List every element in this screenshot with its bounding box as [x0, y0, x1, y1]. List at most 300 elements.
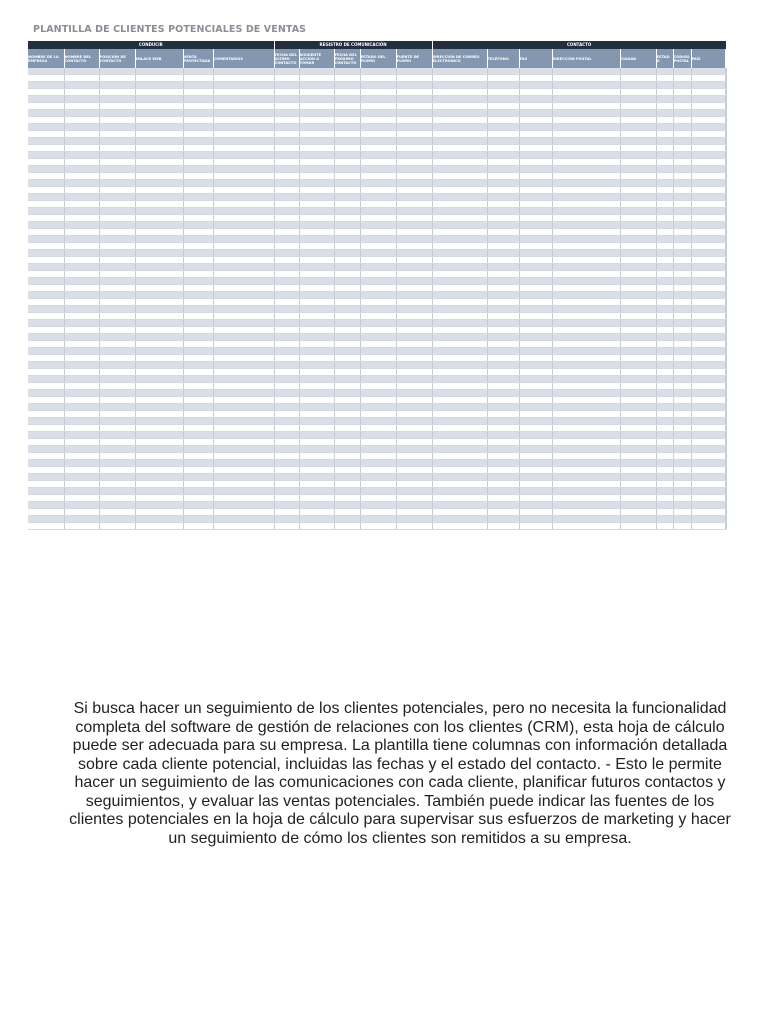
table-cell[interactable]: [28, 229, 64, 236]
table-cell[interactable]: [487, 173, 519, 180]
table-cell[interactable]: [656, 75, 673, 82]
table-cell[interactable]: [334, 75, 360, 82]
table-cell[interactable]: [673, 285, 691, 292]
table-cell[interactable]: [487, 467, 519, 474]
table-cell[interactable]: [360, 292, 396, 299]
table-cell[interactable]: [691, 215, 725, 222]
table-cell[interactable]: [487, 383, 519, 390]
table-cell[interactable]: [552, 285, 620, 292]
table-cell[interactable]: [135, 418, 183, 425]
table-cell[interactable]: [213, 446, 274, 453]
table-cell[interactable]: [360, 243, 396, 250]
table-cell[interactable]: [673, 446, 691, 453]
table-cell[interactable]: [487, 481, 519, 488]
table-cell[interactable]: [99, 187, 135, 194]
table-cell[interactable]: [360, 173, 396, 180]
table-cell[interactable]: [673, 124, 691, 131]
table-cell[interactable]: [274, 523, 299, 530]
table-cell[interactable]: [183, 495, 213, 502]
table-cell[interactable]: [396, 488, 432, 495]
table-cell[interactable]: [396, 117, 432, 124]
table-cell[interactable]: [396, 243, 432, 250]
table-cell[interactable]: [487, 285, 519, 292]
table-cell[interactable]: [432, 173, 487, 180]
table-cell[interactable]: [64, 411, 99, 418]
table-cell[interactable]: [725, 124, 726, 131]
table-cell[interactable]: [213, 278, 274, 285]
table-cell[interactable]: [432, 222, 487, 229]
table-cell[interactable]: [183, 397, 213, 404]
table-cell[interactable]: [135, 425, 183, 432]
table-cell[interactable]: [519, 327, 552, 334]
table-cell[interactable]: [213, 145, 274, 152]
table-cell[interactable]: [725, 89, 726, 96]
table-cell[interactable]: [334, 460, 360, 467]
table-cell[interactable]: [334, 432, 360, 439]
table-cell[interactable]: [183, 509, 213, 516]
table-cell[interactable]: [28, 341, 64, 348]
table-cell[interactable]: [183, 180, 213, 187]
table-cell[interactable]: [620, 369, 656, 376]
table-cell[interactable]: [691, 187, 725, 194]
table-cell[interactable]: [274, 250, 299, 257]
table-cell[interactable]: [620, 173, 656, 180]
table-cell[interactable]: [99, 124, 135, 131]
table-cell[interactable]: [432, 159, 487, 166]
table-cell[interactable]: [691, 341, 725, 348]
table-cell[interactable]: [299, 369, 334, 376]
table-cell[interactable]: [299, 495, 334, 502]
table-cell[interactable]: [656, 446, 673, 453]
table-cell[interactable]: [519, 96, 552, 103]
table-cell[interactable]: [299, 152, 334, 159]
table-cell[interactable]: [135, 292, 183, 299]
table-cell[interactable]: [552, 187, 620, 194]
table-cell[interactable]: [487, 194, 519, 201]
table-cell[interactable]: [487, 502, 519, 509]
table-cell[interactable]: [334, 355, 360, 362]
table-cell[interactable]: [28, 516, 64, 523]
table-cell[interactable]: [691, 425, 725, 432]
table-cell[interactable]: [299, 474, 334, 481]
table-cell[interactable]: [552, 264, 620, 271]
table-cell[interactable]: [656, 467, 673, 474]
table-cell[interactable]: [28, 159, 64, 166]
table-cell[interactable]: [673, 96, 691, 103]
table-cell[interactable]: [691, 173, 725, 180]
table-cell[interactable]: [487, 306, 519, 313]
table-cell[interactable]: [99, 257, 135, 264]
table-cell[interactable]: [487, 159, 519, 166]
table-cell[interactable]: [135, 327, 183, 334]
table-cell[interactable]: [135, 481, 183, 488]
table-cell[interactable]: [487, 215, 519, 222]
table-cell[interactable]: [673, 439, 691, 446]
table-cell[interactable]: [432, 292, 487, 299]
table-cell[interactable]: [274, 355, 299, 362]
table-cell[interactable]: [691, 201, 725, 208]
table-cell[interactable]: [64, 355, 99, 362]
table-cell[interactable]: [673, 404, 691, 411]
table-cell[interactable]: [725, 222, 726, 229]
table-cell[interactable]: [656, 96, 673, 103]
table-cell[interactable]: [691, 222, 725, 229]
table-cell[interactable]: [432, 425, 487, 432]
table-cell[interactable]: [99, 348, 135, 355]
table-cell[interactable]: [487, 152, 519, 159]
table-cell[interactable]: [691, 138, 725, 145]
table-cell[interactable]: [487, 390, 519, 397]
table-cell[interactable]: [334, 152, 360, 159]
table-cell[interactable]: [183, 383, 213, 390]
table-cell[interactable]: [396, 320, 432, 327]
table-cell[interactable]: [183, 257, 213, 264]
table-cell[interactable]: [396, 75, 432, 82]
table-cell[interactable]: [99, 320, 135, 327]
table-cell[interactable]: [396, 327, 432, 334]
table-cell[interactable]: [299, 145, 334, 152]
table-cell[interactable]: [432, 264, 487, 271]
table-cell[interactable]: [213, 418, 274, 425]
table-cell[interactable]: [552, 271, 620, 278]
table-cell[interactable]: [28, 523, 64, 530]
table-cell[interactable]: [656, 117, 673, 124]
table-cell[interactable]: [620, 411, 656, 418]
table-cell[interactable]: [299, 159, 334, 166]
table-cell[interactable]: [360, 495, 396, 502]
table-cell[interactable]: [487, 418, 519, 425]
table-cell[interactable]: [299, 285, 334, 292]
table-cell[interactable]: [620, 117, 656, 124]
table-cell[interactable]: [725, 138, 726, 145]
table-cell[interactable]: [725, 299, 726, 306]
table-cell[interactable]: [620, 516, 656, 523]
table-cell[interactable]: [99, 264, 135, 271]
table-cell[interactable]: [552, 82, 620, 89]
table-cell[interactable]: [519, 271, 552, 278]
table-cell[interactable]: [334, 243, 360, 250]
table-cell[interactable]: [691, 432, 725, 439]
table-cell[interactable]: [620, 313, 656, 320]
table-cell[interactable]: [99, 516, 135, 523]
table-cell[interactable]: [691, 523, 725, 530]
table-cell[interactable]: [28, 418, 64, 425]
table-cell[interactable]: [135, 467, 183, 474]
table-cell[interactable]: [620, 131, 656, 138]
table-cell[interactable]: [519, 138, 552, 145]
table-cell[interactable]: [99, 474, 135, 481]
table-cell[interactable]: [274, 264, 299, 271]
table-cell[interactable]: [213, 117, 274, 124]
table-cell[interactable]: [360, 229, 396, 236]
table-cell[interactable]: [620, 278, 656, 285]
table-cell[interactable]: [64, 82, 99, 89]
table-cell[interactable]: [183, 96, 213, 103]
table-cell[interactable]: [396, 313, 432, 320]
table-cell[interactable]: [135, 488, 183, 495]
table-cell[interactable]: [334, 292, 360, 299]
table-cell[interactable]: [299, 257, 334, 264]
table-cell[interactable]: [334, 82, 360, 89]
table-cell[interactable]: [28, 481, 64, 488]
table-cell[interactable]: [519, 117, 552, 124]
table-cell[interactable]: [360, 285, 396, 292]
table-cell[interactable]: [299, 208, 334, 215]
table-cell[interactable]: [360, 502, 396, 509]
table-cell[interactable]: [274, 334, 299, 341]
table-cell[interactable]: [135, 341, 183, 348]
table-cell[interactable]: [725, 390, 726, 397]
table-cell[interactable]: [64, 138, 99, 145]
table-cell[interactable]: [673, 117, 691, 124]
table-cell[interactable]: [213, 460, 274, 467]
table-cell[interactable]: [183, 229, 213, 236]
table-cell[interactable]: [99, 418, 135, 425]
table-cell[interactable]: [213, 166, 274, 173]
table-cell[interactable]: [673, 509, 691, 516]
table-cell[interactable]: [360, 201, 396, 208]
table-cell[interactable]: [432, 397, 487, 404]
table-cell[interactable]: [99, 159, 135, 166]
table-cell[interactable]: [552, 376, 620, 383]
table-cell[interactable]: [299, 341, 334, 348]
table-cell[interactable]: [183, 446, 213, 453]
table-cell[interactable]: [99, 299, 135, 306]
table-cell[interactable]: [135, 446, 183, 453]
table-cell[interactable]: [183, 145, 213, 152]
table-cell[interactable]: [552, 495, 620, 502]
table-cell[interactable]: [99, 432, 135, 439]
table-cell[interactable]: [691, 495, 725, 502]
table-cell[interactable]: [334, 138, 360, 145]
table-cell[interactable]: [519, 334, 552, 341]
table-cell[interactable]: [64, 439, 99, 446]
table-cell[interactable]: [274, 306, 299, 313]
table-cell[interactable]: [620, 446, 656, 453]
table-cell[interactable]: [691, 250, 725, 257]
table-cell[interactable]: [432, 180, 487, 187]
table-cell[interactable]: [673, 180, 691, 187]
table-cell[interactable]: [656, 159, 673, 166]
table-cell[interactable]: [656, 369, 673, 376]
table-cell[interactable]: [620, 383, 656, 390]
table-cell[interactable]: [552, 404, 620, 411]
table-cell[interactable]: [299, 201, 334, 208]
table-cell[interactable]: [432, 453, 487, 460]
table-cell[interactable]: [213, 236, 274, 243]
table-cell[interactable]: [99, 439, 135, 446]
table-cell[interactable]: [28, 131, 64, 138]
table-cell[interactable]: [691, 103, 725, 110]
table-cell[interactable]: [99, 390, 135, 397]
table-cell[interactable]: [99, 292, 135, 299]
table-cell[interactable]: [183, 327, 213, 334]
table-cell[interactable]: [183, 201, 213, 208]
table-cell[interactable]: [396, 502, 432, 509]
table-cell[interactable]: [487, 509, 519, 516]
table-cell[interactable]: [725, 159, 726, 166]
table-cell[interactable]: [64, 390, 99, 397]
table-cell[interactable]: [691, 96, 725, 103]
table-cell[interactable]: [487, 320, 519, 327]
table-cell[interactable]: [274, 194, 299, 201]
table-cell[interactable]: [274, 299, 299, 306]
table-cell[interactable]: [396, 467, 432, 474]
table-cell[interactable]: [487, 278, 519, 285]
table-cell[interactable]: [432, 320, 487, 327]
table-cell[interactable]: [552, 173, 620, 180]
table-cell[interactable]: [691, 467, 725, 474]
table-cell[interactable]: [334, 376, 360, 383]
table-cell[interactable]: [299, 75, 334, 82]
table-cell[interactable]: [213, 467, 274, 474]
table-cell[interactable]: [360, 187, 396, 194]
table-cell[interactable]: [28, 334, 64, 341]
table-cell[interactable]: [28, 194, 64, 201]
table-cell[interactable]: [432, 411, 487, 418]
table-cell[interactable]: [725, 145, 726, 152]
table-cell[interactable]: [673, 467, 691, 474]
table-cell[interactable]: [396, 418, 432, 425]
table-cell[interactable]: [552, 124, 620, 131]
table-cell[interactable]: [552, 96, 620, 103]
table-cell[interactable]: [432, 201, 487, 208]
table-cell[interactable]: [183, 488, 213, 495]
table-cell[interactable]: [360, 383, 396, 390]
table-cell[interactable]: [64, 96, 99, 103]
table-cell[interactable]: [360, 432, 396, 439]
table-cell[interactable]: [135, 411, 183, 418]
table-cell[interactable]: [552, 355, 620, 362]
table-cell[interactable]: [299, 355, 334, 362]
table-cell[interactable]: [725, 180, 726, 187]
table-cell[interactable]: [519, 446, 552, 453]
table-cell[interactable]: [432, 194, 487, 201]
table-cell[interactable]: [213, 327, 274, 334]
table-cell[interactable]: [28, 404, 64, 411]
table-cell[interactable]: [360, 404, 396, 411]
table-cell[interactable]: [673, 460, 691, 467]
table-cell[interactable]: [135, 194, 183, 201]
table-cell[interactable]: [396, 194, 432, 201]
table-cell[interactable]: [274, 285, 299, 292]
table-cell[interactable]: [725, 103, 726, 110]
table-cell[interactable]: [274, 439, 299, 446]
table-cell[interactable]: [360, 474, 396, 481]
table-cell[interactable]: [64, 341, 99, 348]
table-cell[interactable]: [673, 250, 691, 257]
table-cell[interactable]: [99, 117, 135, 124]
table-cell[interactable]: [360, 271, 396, 278]
table-cell[interactable]: [64, 285, 99, 292]
table-cell[interactable]: [183, 236, 213, 243]
table-cell[interactable]: [432, 341, 487, 348]
table-cell[interactable]: [725, 152, 726, 159]
table-cell[interactable]: [656, 131, 673, 138]
table-cell[interactable]: [28, 138, 64, 145]
table-cell[interactable]: [28, 313, 64, 320]
table-cell[interactable]: [519, 355, 552, 362]
table-cell[interactable]: [299, 439, 334, 446]
table-cell[interactable]: [673, 152, 691, 159]
table-cell[interactable]: [725, 432, 726, 439]
table-cell[interactable]: [656, 166, 673, 173]
table-cell[interactable]: [213, 180, 274, 187]
table-cell[interactable]: [656, 327, 673, 334]
table-cell[interactable]: [99, 131, 135, 138]
table-cell[interactable]: [725, 208, 726, 215]
table-cell[interactable]: [620, 257, 656, 264]
table-cell[interactable]: [432, 467, 487, 474]
table-cell[interactable]: [334, 250, 360, 257]
table-cell[interactable]: [519, 320, 552, 327]
table-cell[interactable]: [64, 194, 99, 201]
table-cell[interactable]: [28, 453, 64, 460]
table-cell[interactable]: [396, 82, 432, 89]
table-cell[interactable]: [487, 453, 519, 460]
table-cell[interactable]: [432, 348, 487, 355]
table-cell[interactable]: [396, 425, 432, 432]
table-cell[interactable]: [99, 96, 135, 103]
table-cell[interactable]: [274, 271, 299, 278]
table-cell[interactable]: [360, 355, 396, 362]
table-cell[interactable]: [552, 446, 620, 453]
table-cell[interactable]: [135, 208, 183, 215]
table-cell[interactable]: [99, 285, 135, 292]
table-cell[interactable]: [519, 278, 552, 285]
table-cell[interactable]: [487, 236, 519, 243]
table-cell[interactable]: [213, 222, 274, 229]
table-cell[interactable]: [620, 264, 656, 271]
table-cell[interactable]: [396, 404, 432, 411]
table-cell[interactable]: [552, 334, 620, 341]
table-cell[interactable]: [334, 257, 360, 264]
table-cell[interactable]: [28, 166, 64, 173]
table-cell[interactable]: [360, 264, 396, 271]
table-cell[interactable]: [183, 502, 213, 509]
table-cell[interactable]: [274, 82, 299, 89]
table-cell[interactable]: [725, 82, 726, 89]
table-cell[interactable]: [725, 327, 726, 334]
table-cell[interactable]: [334, 453, 360, 460]
table-cell[interactable]: [334, 390, 360, 397]
table-cell[interactable]: [519, 418, 552, 425]
table-cell[interactable]: [135, 369, 183, 376]
table-cell[interactable]: [396, 222, 432, 229]
table-cell[interactable]: [183, 516, 213, 523]
table-cell[interactable]: [135, 320, 183, 327]
table-cell[interactable]: [519, 411, 552, 418]
table-cell[interactable]: [28, 236, 64, 243]
table-cell[interactable]: [99, 313, 135, 320]
table-cell[interactable]: [487, 362, 519, 369]
table-cell[interactable]: [656, 425, 673, 432]
table-cell[interactable]: [673, 138, 691, 145]
table-cell[interactable]: [396, 411, 432, 418]
table-cell[interactable]: [334, 320, 360, 327]
table-cell[interactable]: [334, 285, 360, 292]
table-cell[interactable]: [334, 516, 360, 523]
table-cell[interactable]: [64, 250, 99, 257]
table-cell[interactable]: [432, 285, 487, 292]
table-cell[interactable]: [487, 327, 519, 334]
table-cell[interactable]: [620, 327, 656, 334]
table-cell[interactable]: [396, 152, 432, 159]
table-cell[interactable]: [487, 299, 519, 306]
table-cell[interactable]: [64, 453, 99, 460]
table-cell[interactable]: [183, 138, 213, 145]
table-cell[interactable]: [360, 82, 396, 89]
